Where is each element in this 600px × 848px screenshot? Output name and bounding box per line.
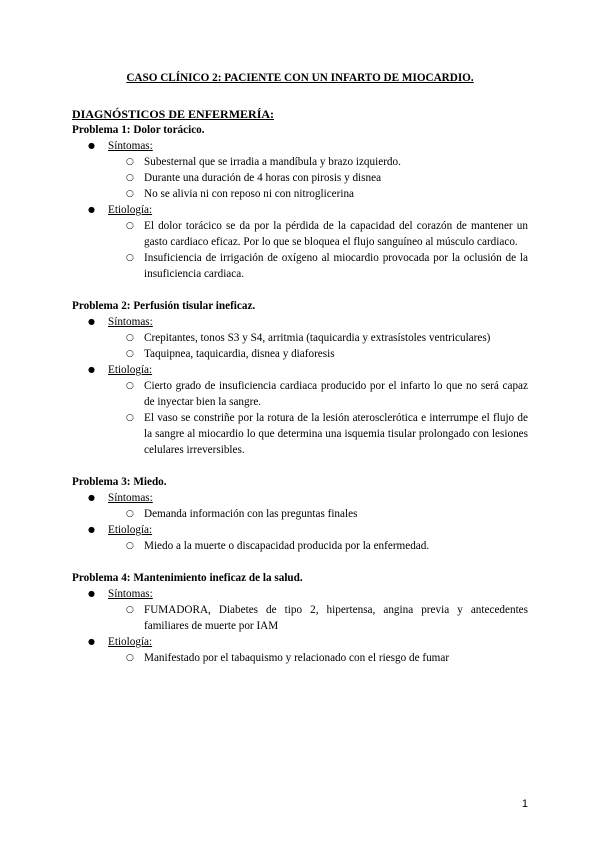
list-item: ○ Subesternal que se irradia a mandíbula y brazo izquierdo. bbox=[108, 154, 528, 170]
etiologia-group bbox=[72, 202, 528, 282]
problem-1 bbox=[72, 122, 528, 282]
list-item: ○ Manifestado por el tabaquismo y relacionado con el riesgo de fumar bbox=[108, 650, 528, 666]
sintomas-list bbox=[108, 506, 528, 522]
etiologia-label: Etiología: bbox=[108, 524, 153, 536]
sintomas-list bbox=[108, 330, 528, 362]
etiologia-label: Etiología: bbox=[108, 364, 153, 376]
etiologia-list bbox=[108, 378, 528, 458]
page-number: 1 bbox=[521, 798, 528, 810]
sintomas-label: Síntomas: bbox=[108, 316, 153, 328]
etiologia-list bbox=[108, 218, 528, 282]
etiologia-group bbox=[72, 634, 528, 666]
list-item: ○ Durante una duración de 4 horas con pirosis y disnea bbox=[108, 170, 528, 186]
problem-categories bbox=[72, 138, 528, 282]
problems-list bbox=[72, 122, 528, 682]
problem-categories bbox=[72, 314, 528, 458]
list-item: ○ Insuficiencia de irrigación de oxígeno al miocardio provocada por la oclusión de la insuficiencia cardiaca. bbox=[108, 250, 528, 282]
etiologia-label: Etiología: bbox=[108, 204, 153, 216]
problem-2 bbox=[72, 298, 528, 458]
list-item: ○ Demanda información con las preguntas finales bbox=[108, 506, 528, 522]
etiologia-group bbox=[72, 522, 528, 554]
list-item: ○ No se alivia ni con reposo ni con nitroglicerina bbox=[108, 186, 528, 202]
problem-title: Problema 4: Mantenimiento ineficaz de la salud. bbox=[72, 572, 303, 584]
problem-4 bbox=[72, 570, 528, 666]
etiologia-group bbox=[72, 362, 528, 458]
document-title: CASO CLÍNICO 2: PACIENTE CON UN INFARTO DE MIOCARDIO. bbox=[126, 72, 474, 84]
problem-3 bbox=[72, 474, 528, 554]
problem-title: Problema 2: Perfusión tisular ineficaz. bbox=[72, 300, 256, 312]
sintomas-label: Síntomas: bbox=[108, 492, 153, 504]
etiologia-list bbox=[108, 650, 528, 666]
list-item: ○ Taquipnea, taquicardia, disnea y diaforesis bbox=[108, 346, 528, 362]
etiologia-label: Etiología: bbox=[108, 636, 153, 648]
section-title: DIAGNÓSTICOS DE ENFERMERÍA: bbox=[72, 107, 275, 121]
list-item: ○ FUMADORA, Diabetes de tipo 2, hipertensa, angina previa y antecedentes familiares de muerte por IAM bbox=[108, 602, 528, 634]
problem-categories bbox=[72, 586, 528, 666]
sintomas-group bbox=[72, 490, 528, 522]
problem-categories bbox=[72, 490, 528, 554]
sintomas-list bbox=[108, 154, 528, 202]
sintomas-group bbox=[72, 138, 528, 202]
list-item: ○ El dolor torácico se da por la pérdida de la capacidad del corazón de mantener un gasto cardiaco eficaz. Por lo que se bloquea el flujo sanguíneo al músculo cardiaco. bbox=[108, 218, 528, 250]
sintomas-list bbox=[108, 602, 528, 634]
list-item: ○ El vaso se constriñe por la rotura de la lesión aterosclerótica e interrumpe el flujo de la sangre al miocardio lo que determina una isquemia tisular prolongado con lesiones celulares irreversibles. bbox=[108, 410, 528, 458]
problem-title: Problema 1: Dolor torácico. bbox=[72, 124, 205, 136]
list-item: ○ Crepitantes, tonos S3 y S4, arritmia (taquicardia y extrasístoles ventriculares) bbox=[108, 330, 528, 346]
sintomas-group bbox=[72, 314, 528, 362]
sintomas-label: Síntomas: bbox=[108, 140, 153, 152]
sintomas-group bbox=[72, 586, 528, 634]
etiologia-list bbox=[108, 538, 528, 554]
list-item: ○ Miedo a la muerte o discapacidad producida por la enfermedad. bbox=[108, 538, 528, 554]
problem-title: Problema 3: Miedo. bbox=[72, 476, 167, 488]
sintomas-label: Síntomas: bbox=[108, 588, 153, 600]
list-item: ○ Cierto grado de insuficiencia cardiaca producido por el infarto lo que no será capaz de inyectar bien la sangre. bbox=[108, 378, 528, 410]
